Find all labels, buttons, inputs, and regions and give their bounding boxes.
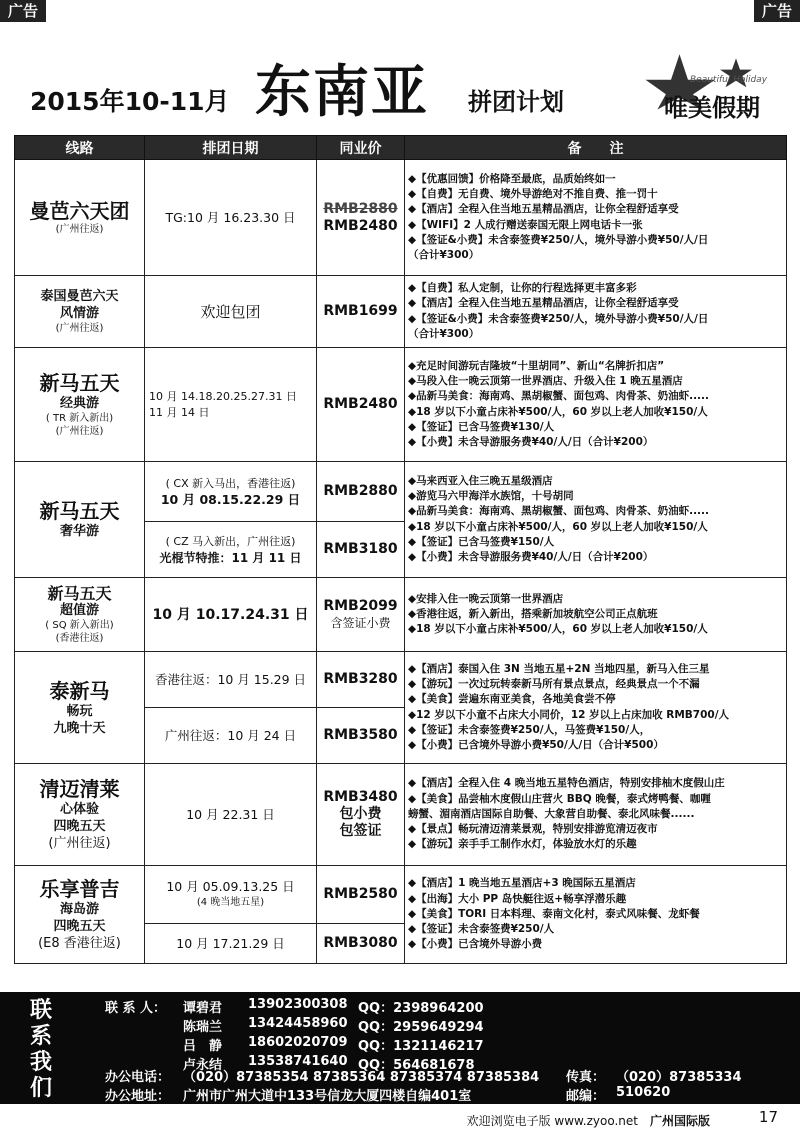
route-name: 乐享普吉 <box>39 877 120 901</box>
contact-phone: 13538741640 <box>248 1054 348 1069</box>
ad-tag-right: 广告 <box>754 0 800 22</box>
price-note: 包签证 <box>339 823 382 839</box>
table-row <box>15 578 787 652</box>
address: 广州市广州大道中133号信龙大厦四楼自编401室 <box>183 1089 472 1104</box>
office-phone-label: 办公电话： <box>105 1070 171 1085</box>
contact-phone: 13902300308 <box>248 997 348 1012</box>
postcode-label: 邮编： <box>566 1089 606 1104</box>
price: RMB2480 <box>323 217 398 234</box>
notes: ◆马来西亚入住三晚五星级酒店 ◆游览马六甲海洋水族馆，十号胡同 ◆品新马美食：海南鸡、黑胡椒蟹、面包鸡、肉骨茶、奶油虾..... ◆18 岁以下小童占床补¥500/人，60 岁以上老人加收¥150/人 ◆【签证】已含马签费¥150/人 ◆【小费】未含导游服务费¥40/人/日（合计¥200） <box>405 462 787 578</box>
logo-slogan: Beautiful Holiday <box>690 75 768 85</box>
route-subtitle: 奢华游 <box>59 524 99 539</box>
price: RMB2099 <box>323 597 398 614</box>
footer <box>0 1105 800 1133</box>
route-subtitle: 经典游 <box>59 396 99 411</box>
price-note: 包小费 <box>339 806 382 822</box>
departure-dates: 香港往返：10 月 15.29 日 <box>154 671 307 687</box>
col-notes: 备 注 <box>405 136 787 160</box>
departure-note: ( CX 新入马出，香港往返) <box>165 476 296 490</box>
route-origin: (广州往返) <box>55 323 104 334</box>
price: RMB3280 <box>323 671 398 687</box>
price: RMB3480 <box>323 789 398 805</box>
route-duration: 九晚十天 <box>53 720 106 736</box>
route-origin: (广州往返) <box>55 224 104 235</box>
contact-phone: 13424458960 <box>248 1016 348 1031</box>
route-origin: (广州往返) <box>48 836 111 851</box>
departure-dates: 广州往返：10 月 24 日 <box>164 727 297 743</box>
route-duration: 四晚五天 <box>53 819 106 834</box>
price: RMB2480 <box>323 396 398 412</box>
route-name: 新马五天 <box>39 499 120 523</box>
price: RMB2580 <box>323 886 398 902</box>
contact-label: 联 系 我 们 <box>29 998 52 1101</box>
route-name: 新马五天 <box>47 583 112 603</box>
route-airline: ( SQ 新入新出) <box>45 619 114 631</box>
route-subtitle: 畅玩 <box>66 703 93 719</box>
route-subtitle: 海岛游 <box>59 902 99 917</box>
route-subtitle: 超值游 <box>59 602 99 618</box>
route-origin: (E8 香港往返) <box>38 936 121 951</box>
table-row <box>15 348 787 462</box>
notes: ◆安排入住一晚云顶第一世界酒店 ◆香港往返，新入新出，搭乘新加坡航空公司正点航班 ◆18 岁以下小童占床补¥500/人，60 岁以上老人加收¥150/人 <box>405 578 787 652</box>
price: RMB1699 <box>323 303 398 319</box>
departure-dates: 10 月 08.15.22.29 日 <box>160 491 301 507</box>
page-number: 17 <box>758 1108 778 1126</box>
contact-name: 卢永结 <box>183 1058 223 1073</box>
departure-note: (4 晚当地五星) <box>196 896 265 908</box>
route-name: 曼芭六天团 <box>29 199 130 223</box>
itinerary-table <box>14 135 787 964</box>
route-name: 泰国曼芭六天 <box>40 289 119 304</box>
ad-tag-left: 广告 <box>0 0 46 22</box>
table-row <box>15 764 787 866</box>
departure-dates: 10 月 10.17.24.31 日 <box>152 606 309 623</box>
original-price: RMB2880 <box>323 200 398 217</box>
table-row <box>15 462 787 522</box>
notes: ◆【酒店】1 晚当地五星酒店+3 晚国际五星酒店 ◆【出海】大小 PP 岛快艇往返+畅享浮潜乐趣 ◆【美食】TORI 日本料理、泰南文化村，泰式风味餐、龙虾餐 ◆【签证】未含泰签费¥250/人 ◆【小费】已含境外导游小费 <box>405 866 787 964</box>
contact-section <box>0 992 800 1104</box>
price: RMB2880 <box>323 483 398 499</box>
departure-dates: 11 月 14 日 <box>149 405 210 419</box>
contact-name: 陈瑞兰 <box>183 1020 223 1035</box>
price-note: 含签证小费 <box>330 615 391 630</box>
departure-dates: 光棍节特推：11 月 11 日 <box>159 550 302 565</box>
header <box>0 30 800 130</box>
contact-people-label: 联 系 人： <box>105 1001 167 1016</box>
table-row <box>15 652 787 708</box>
departure-dates: 10 月 05.09.13.25 日 <box>166 878 295 894</box>
title-date: 2015年10-11月 <box>30 87 230 116</box>
route-subtitle: 风情游 <box>59 306 99 321</box>
contact-qq: QQ：564681678 <box>358 1058 475 1073</box>
route-origin: (香港往返) <box>55 632 104 644</box>
contact-phone: 18602020709 <box>248 1035 348 1050</box>
contact-qq: QQ：1321146217 <box>358 1039 484 1054</box>
postcode: 510620 <box>616 1085 671 1100</box>
col-dates: 排团日期 <box>145 136 317 160</box>
contact-name: 谭碧君 <box>183 1001 223 1016</box>
fax: （020）87385334 <box>616 1070 742 1085</box>
price: RMB3080 <box>323 935 398 951</box>
departure-note: ( CZ 马入新出，广州往返) <box>165 534 296 548</box>
address-label: 办公地址： <box>105 1089 171 1104</box>
contact-qq: QQ：2959649294 <box>358 1020 484 1035</box>
route-name: 清迈清莱 <box>39 777 120 801</box>
table-row <box>15 866 787 924</box>
departure-dates: 10 月 22.31 日 <box>186 806 275 822</box>
route-airline: ( TR 新入新出) <box>45 413 114 424</box>
route-subtitle: 心体验 <box>59 802 99 817</box>
col-price: 同业价 <box>317 136 405 160</box>
contact-name: 吕 静 <box>183 1039 223 1054</box>
table-row <box>15 276 787 348</box>
footer-text: 欢迎浏览电子版 www.zyoo.net 广州国际版 <box>466 1114 710 1128</box>
table-row <box>15 160 787 276</box>
col-route: 线路 <box>15 136 145 160</box>
title-plan: 拼团计划 <box>468 88 564 116</box>
title-region: 东南亚 <box>255 60 429 125</box>
departure-dates: 10 月 14.18.20.25.27.31 日 <box>149 389 297 403</box>
notes: ◆充足时间游玩吉隆坡“十里胡同”、新山“名牌折扣店” ◆马段入住一晚云顶第一世界酒店、升级入住 1 晚五星酒店 ◆品新马美食：海南鸡、黑胡椒蟹、面包鸡、肉骨茶、奶油虾..... ◆18 岁以下小童占床补¥500/人，60 岁以上老人加收¥150/人 ◆【签证】已含马签费¥130/人 ◆【小费】未含导游服务费¥40/人/日（合计¥200） <box>405 348 787 462</box>
departure-dates: 10 月 17.21.29 日 <box>176 935 285 951</box>
office-phone: （020）87385354 87385364 87385374 87385384 <box>183 1070 540 1085</box>
notes: ◆【优惠回馈】价格降至最底，品质始终如一 ◆【自费】无自费、境外导游绝对不推自费、推一罚十 ◆【酒店】全程入住当地五星精品酒店，让你全程舒适享受 ◆【WIFI】2 人成行赠送泰国无限上网电话卡一张 ◆【签证&小费】未含泰签费¥250/人，境外导游小费¥50/人/日 （合计¥300） <box>405 160 787 276</box>
route-duration: 四晚五天 <box>53 919 106 934</box>
price: RMB3180 <box>323 541 398 557</box>
fax-label: 传真： <box>566 1070 606 1085</box>
logo-name: 唯美假期 <box>664 94 760 122</box>
notes: ◆【自费】私人定制，让你的行程选择更丰富多彩 ◆【酒店】全程入住当地五星精品酒店，让你全程舒适享受 ◆【签证&小费】未含泰签费¥250/人，境外导游小费¥50/人/日 （合计¥300） <box>405 276 787 348</box>
departure-dates: 欢迎包团 <box>200 302 261 321</box>
notes: ◆【酒店】全程入住 4 晚当地五星特色酒店，特别安排柚木度假山庄 ◆【美食】品尝柚木度假山庄营火 BBQ 晚餐，泰式烤鸭餐、咖喱 螃蟹、湄南酒店国际自助餐、大象营自助餐、泰北风味餐...... ◆【景点】畅玩清迈清莱景观，特别安排游览清迈夜市 ◆【游玩】亲手手工制作水灯，体验放水灯的乐趣 <box>405 764 787 866</box>
route-name: 泰新马 <box>49 678 110 703</box>
route-origin: (广州往返) <box>55 426 104 437</box>
table-header <box>15 136 787 160</box>
departure-dates: TG:10 月 16.23.30 日 <box>165 209 296 225</box>
route-name: 新马五天 <box>39 371 120 395</box>
notes: ◆【酒店】泰国入住 3N 当地五星+2N 当地四星，新马入住三星 ◆【游玩】一次过玩转泰新马所有景点景点，经典景点一个不漏 ◆【美食】尝遍东南亚美食，各地美食尝不停 ◆12 岁以下小童不占床大小同价，12 岁以上占床加收 RMB700/人 ◆【签证】未含泰签费¥250/人，马签费¥150/人， ◆【小费】已含境外导游小费¥50/人/日（合计¥500） <box>405 652 787 764</box>
price: RMB3580 <box>323 727 398 743</box>
contact-qq: QQ：2398964200 <box>358 1001 484 1016</box>
